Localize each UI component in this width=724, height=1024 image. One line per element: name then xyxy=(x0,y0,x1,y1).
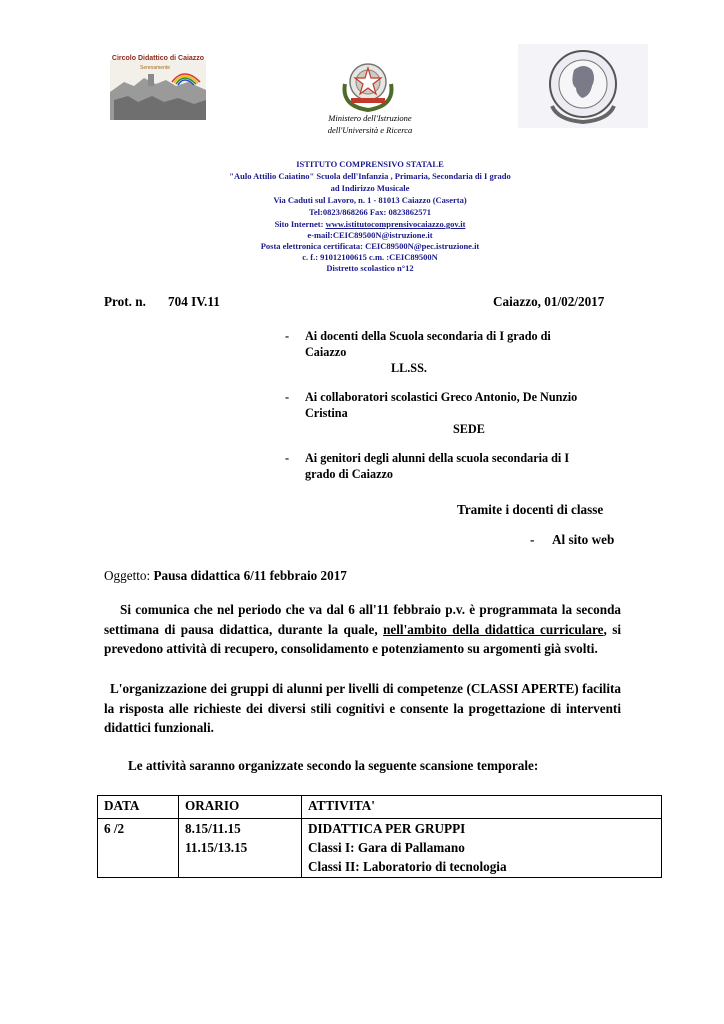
table-row xyxy=(98,819,662,878)
sito-web: Al sito web xyxy=(552,532,615,547)
recipient-3: - Ai genitori degli alunni della scuola secondaria di I grado di Caiazzo xyxy=(285,450,625,482)
sito-web-dash: - xyxy=(530,532,535,547)
paragraph-1 xyxy=(104,600,621,659)
institute-email: e-mail:CEIC89500N@istruzione.it xyxy=(307,230,433,240)
medallion-logo xyxy=(518,44,648,128)
orario-1: 8.15/11.15 xyxy=(185,821,241,836)
recipient-1-line1: Ai docenti della Scuola secondaria di I grado di xyxy=(305,329,551,343)
recipient-2-line2: Cristina xyxy=(305,406,348,420)
paragraph-1-part2: , si prevedono attività di recupero, consolidamento e potenziamento su argomenti già svolti. xyxy=(104,621,622,656)
attivita-2: Classi I: Gara di Pallamano xyxy=(308,840,465,855)
place-date: Caiazzo, 01/02/2017 xyxy=(493,294,605,309)
paragraph-3: Le attività saranno organizzate secondo la seguente scansione temporale: xyxy=(128,758,539,773)
institute-address: Via Caduti sul Lavoro, n. 1 - 81013 Caiazzo (Caserta) xyxy=(273,195,467,205)
institute-codes: c. f.: 91012100615 c.m. :CEIC89500N xyxy=(302,252,438,262)
paragraph-1-underlined: nell'ambito della didattica curriculare xyxy=(383,621,604,637)
cell-attivita xyxy=(302,819,662,878)
recipient-2: - Ai collaboratori scolastici Greco Antonio, De Nunzio Cristina SEDE xyxy=(285,389,625,437)
oggetto xyxy=(104,566,347,586)
prot-label: Prot. n. xyxy=(104,294,146,309)
institute-phone: Tel:0823/868266 Fax: 0823862571 xyxy=(309,207,431,217)
institute-full-name: "Aulo Attilio Caiatino" Scuola dell'Infanzia , Primaria, Secondaria di I grado xyxy=(229,171,511,181)
ministry-caption xyxy=(300,113,440,136)
oggetto-label: Oggetto: xyxy=(104,568,151,583)
recipient-1: - Ai docenti della Scuola secondaria di I grado di Caiazzo LL.SS. xyxy=(285,328,625,376)
recipient-1-line3: LL.SS. xyxy=(391,361,427,375)
institute-website xyxy=(120,219,620,231)
recipient-3-line2: grado di Caiazzo xyxy=(305,467,394,481)
cell-data: 6 /2 xyxy=(98,819,179,878)
website-label: Sito Internet: xyxy=(274,219,326,229)
paragraph-1-part1: Si comunica che nel periodo che va dal 6 all'11 febbraio p.v. è programmata la seconda settimana di pausa didattica, durante la quale, xyxy=(104,602,621,637)
header-attivita: ATTIVITA' xyxy=(302,796,662,819)
cell-orario xyxy=(179,819,302,878)
prot-number: 704 IV.11 xyxy=(168,294,220,309)
header-orario: ORARIO xyxy=(179,796,302,819)
via-docenti: Tramite i docenti di classe xyxy=(457,502,604,517)
website-link[interactable]: www.istitutocomprensivocaiazzo.gov.it xyxy=(325,219,466,229)
school-logo-subcaption: Serenamente xyxy=(140,65,171,71)
italian-republic-emblem-icon xyxy=(337,54,399,114)
orario-2: 11.15/13.15 xyxy=(185,840,248,855)
recipient-2-line1: Ai collaboratori scolastici Greco Antonio, De Nunzio xyxy=(305,390,578,404)
header-data: DATA xyxy=(98,796,179,819)
ministry-line2: dell'Università e Ricerca xyxy=(327,124,413,135)
recipient-2-line3: SEDE xyxy=(453,422,485,436)
recipient-3-line1: Ai genitori degli alunni della scuola secondaria di I xyxy=(305,451,570,465)
school-logo xyxy=(104,52,212,122)
recipient-1-line2: Caiazzo xyxy=(305,345,347,359)
institute-music: ad Indirizzo Musicale xyxy=(330,183,410,193)
schedule-table xyxy=(97,795,662,878)
school-logo-caption: Circolo Didattico di Caiazzo xyxy=(111,55,205,62)
institute-district: Distretto scolastico n°12 xyxy=(326,263,414,273)
ministry-line1: Ministero dell'Istruzione xyxy=(328,113,412,123)
attivita-1: DIDATTICA PER GRUPPI xyxy=(308,821,466,836)
paragraph-2: L'organizzazione dei gruppi di alunni per livelli di competenze (CLASSI APERTE) facilita la risposta alle richieste dei diversi stili cognitivi e consente la progettazione di interventi didattici funzionali. xyxy=(104,681,621,735)
oggetto-text: Pausa didattica 6/11 febbraio 2017 xyxy=(153,568,347,583)
attivita-3: Classi II: Laboratorio di tecnologia xyxy=(308,859,507,874)
table-header-row xyxy=(98,796,662,819)
institute-pec: Posta elettronica certificata: CEIC89500N@pec.istruzione.it xyxy=(260,241,480,251)
institute-name: ISTITUTO COMPRENSIVO STATALE xyxy=(296,159,444,169)
